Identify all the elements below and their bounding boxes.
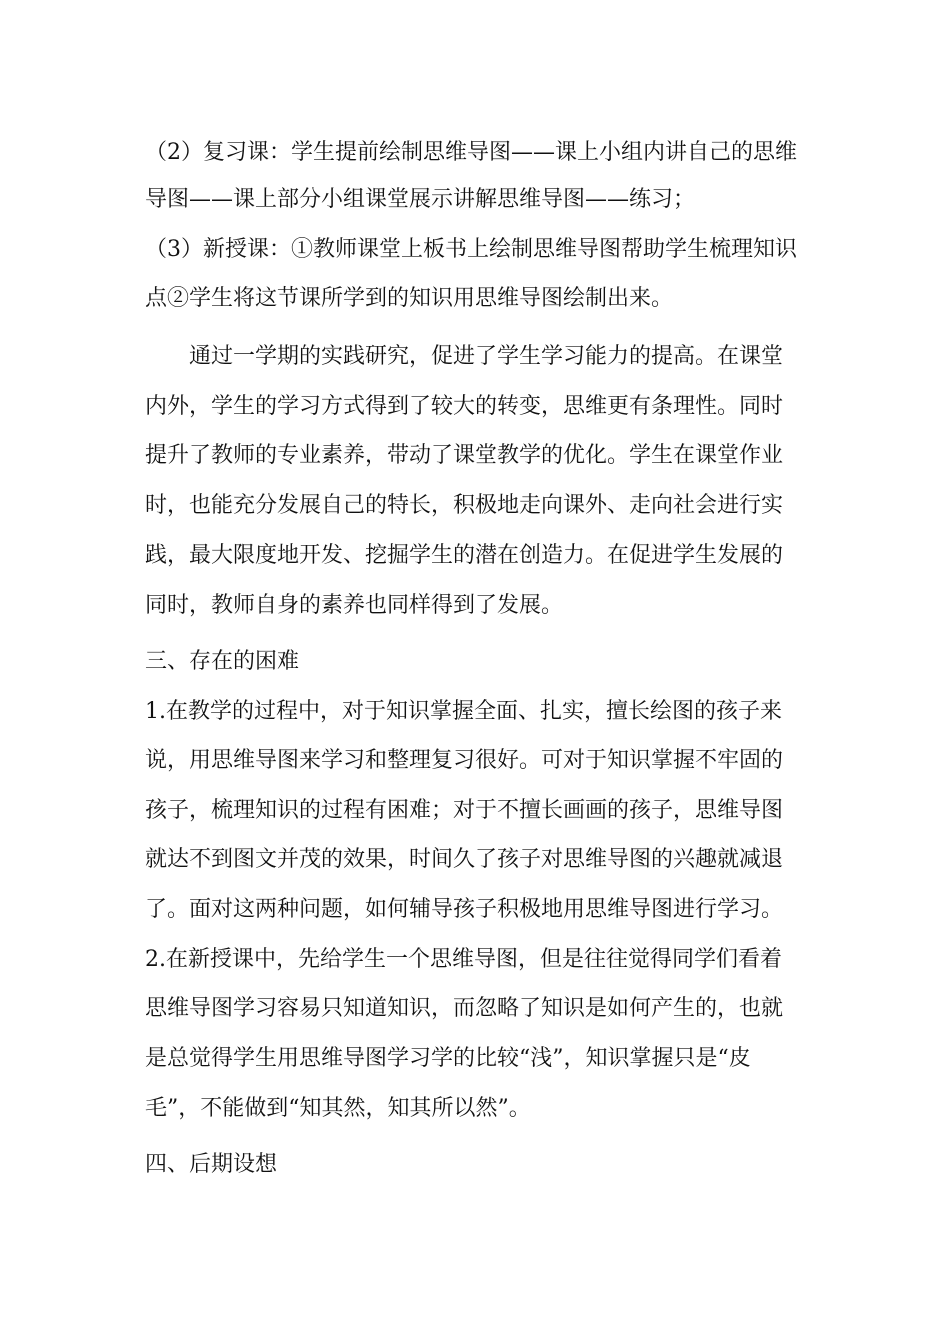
difficulty-2-line-4: 毛”，不能做到“知其然，知其所以然”。 (145, 1096, 531, 1121)
practice-paragraph-line-3: 提升了教师的专业素养，带动了课堂教学的优化。学生在课堂作业 (145, 443, 784, 468)
new-lesson-line-1: （3）新授课：①教师课堂上板书上绘制思维导图帮助学生梳理知识 (145, 237, 797, 262)
new-lesson-line-2: 点②学生将这节课所学到的知识用思维导图绘制出来。 (145, 286, 674, 311)
review-lesson-line-1: （2）复习课：学生提前绘制思维导图——课上小组内讲自己的思维 (145, 140, 797, 165)
practice-paragraph-line-4: 时，也能充分发展自己的特长，积极地走向课外、走向社会进行实 (145, 493, 784, 518)
practice-paragraph-line-2: 内外，学生的学习方式得到了较大的转变，思维更有条理性。同时 (145, 394, 784, 419)
difficulty-2-line-2: 思维导图学习容易只知道知识，而忽略了知识是如何产生的，也就 (145, 996, 784, 1021)
difficulty-1-line-2: 说，用思维导图来学习和整理复习很好。可对于知识掌握不牢固的 (145, 748, 784, 773)
practice-paragraph-line-1: 通过一学期的实践研究，促进了学生学习能力的提高。在课堂 (145, 344, 784, 369)
difficulty-2-line-1: 2.在新授课中，先给学生一个思维导图，但是往往觉得同学们看着 (145, 947, 782, 972)
practice-paragraph-line-5: 践，最大限度地开发、挖掘学生的潜在创造力。在促进学生发展的 (145, 543, 784, 568)
section-heading-future-plans: 四、后期设想 (145, 1152, 278, 1177)
difficulty-2-line-3: 是总觉得学生用思维导图学习学的比较“浅”，知识掌握只是“皮 (145, 1046, 751, 1071)
difficulty-1-line-1: 1.在教学的过程中，对于知识掌握全面、扎实，擅长绘图的孩子来 (145, 699, 782, 724)
section-heading-difficulties: 三、存在的困难 (145, 649, 300, 674)
difficulty-1-line-3: 孩子，梳理知识的过程有困难；对于不擅长画画的孩子，思维导图 (145, 798, 784, 823)
practice-paragraph-line-6: 同时，教师自身的素养也同样得到了发展。 (145, 593, 564, 618)
review-lesson-line-2: 导图——课上部分小组课堂展示讲解思维导图——练习； (145, 187, 696, 212)
difficulty-1-line-4: 就达不到图文并茂的效果，时间久了孩子对思维导图的兴趣就减退 (145, 847, 784, 872)
difficulty-1-line-5: 了。面对这两种问题，如何辅导孩子积极地用思维导图进行学习。 (145, 897, 784, 922)
